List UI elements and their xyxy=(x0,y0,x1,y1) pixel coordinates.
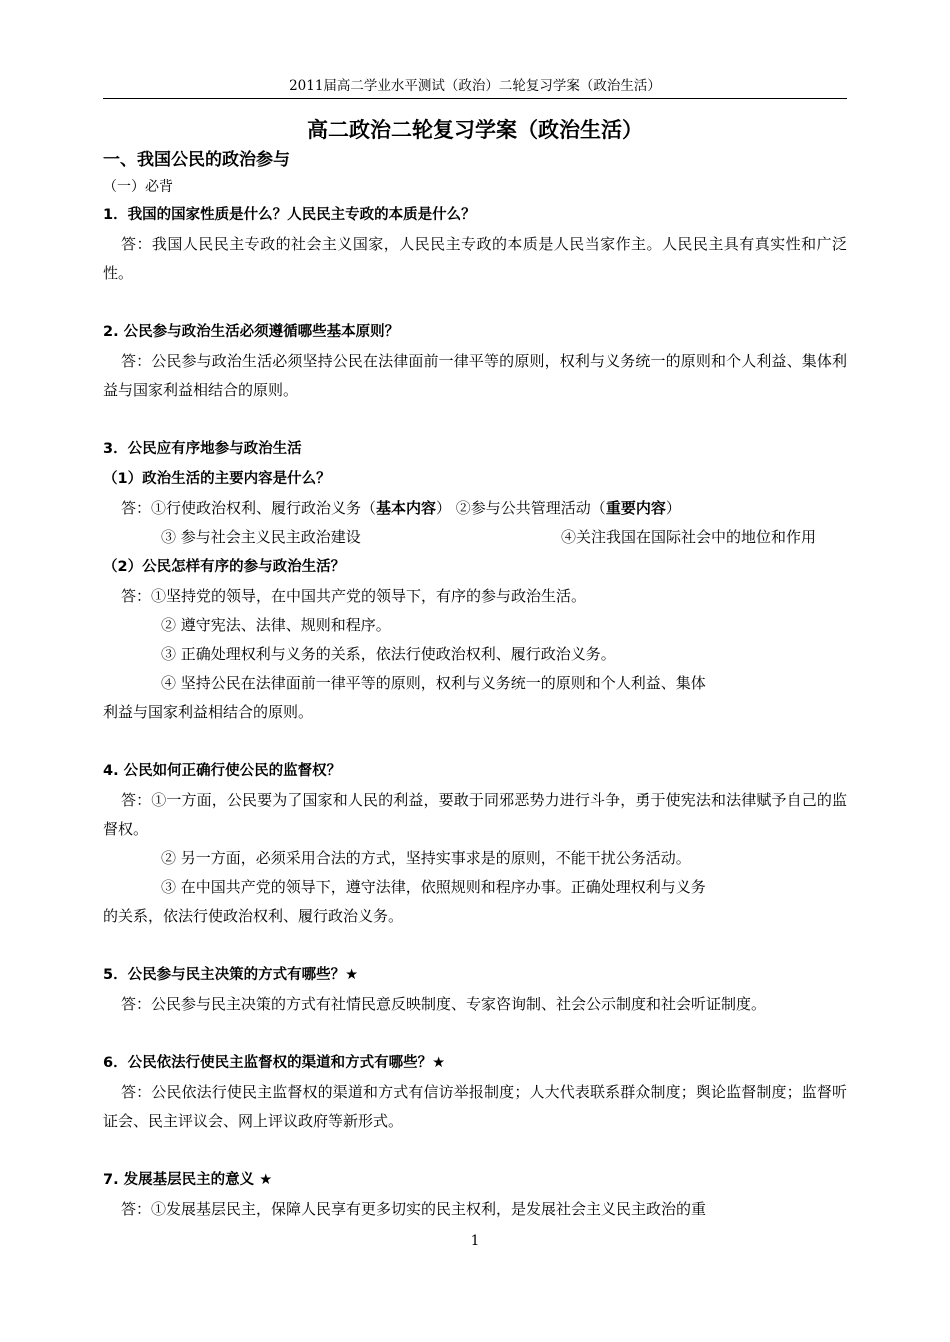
section-heading: 一、我国公民的政治参与 xyxy=(103,150,290,170)
answer-4-line: 答：①一方面，公民要为了国家和人民的利益，要敢于同邪恶势力进行斗争，勇于使宪法和法律赋予自己的监督权。 xyxy=(103,791,847,838)
question-3-sub-1: （1）政治生活的主要内容是什么？ xyxy=(103,471,331,487)
question-1: 1．我国的国家性质是什么？人民民主专政的本质是什么？ xyxy=(103,207,476,223)
question-3-sub-2: （2）公民怎样有序的参与政治生活？ xyxy=(103,559,346,575)
spacer xyxy=(103,1136,847,1165)
bold-term: 重要内容 xyxy=(605,499,666,517)
question-5: 5．公民参与民主决策的方式有哪些？★ xyxy=(103,967,359,983)
header-rule xyxy=(103,98,847,99)
answer-2: 答：公民参与政治生活必须坚持公民在法律面前一律平等的原则，权利与义务统一的原则和个人利益、集体利益与国家利益相结合的原则。 xyxy=(103,352,847,399)
answer-3-2-line: ③ 正确处理权利与义务的关系，依法行使政治权利、履行政治义务。 xyxy=(161,645,616,663)
question-6: 6．公民依法行使民主监督权的渠道和方式有哪些？★ xyxy=(103,1055,446,1071)
question-7: 7. 发展基层民主的意义 ★ xyxy=(103,1172,273,1188)
page-number: 1 xyxy=(470,1233,480,1249)
page-title: 高二政治二轮复习学案（政治生活） xyxy=(307,118,643,142)
answer-item: ③ 参与社会主义民主政治建设 xyxy=(161,528,361,546)
answer-3-1-line-1 xyxy=(103,494,847,523)
answer-text: ） ②参与公共管理活动（ xyxy=(436,499,606,517)
answer-4-line: ③ 在中国共产党的领导下，遵守法律，依照规则和程序办事。正确处理权利与义务 xyxy=(161,878,706,896)
answer-3-1-line-2 xyxy=(103,523,847,552)
answer-text: 答：①行使政治权利、履行政治义务（ xyxy=(121,499,377,517)
answer-3-2-line: 利益与国家利益相结合的原则。 xyxy=(103,703,314,721)
spacer xyxy=(103,1019,847,1048)
question-3: 3．公民应有序地参与政治生活 xyxy=(103,441,302,457)
answer-text: ） xyxy=(665,499,681,517)
spacer xyxy=(103,727,847,756)
question-2: 2. 公民参与政治生活必须遵循哪些基本原则？ xyxy=(103,324,400,340)
spacer xyxy=(103,931,847,960)
spacer xyxy=(103,288,847,317)
answer-item: ④关注我国在国际社会中的地位和作用 xyxy=(561,528,817,546)
answer-3-2-line: 答：①坚持党的领导，在中国共产党的领导下，有序的参与政治生活。 xyxy=(121,587,587,605)
answer-6: 答：公民依法行使民主监督权的渠道和方式有信访举报制度；人大代表联系群众制度；舆论监督制度；监督听证会、民主评议会、网上评议政府等新形式。 xyxy=(103,1083,847,1130)
answer-4-line: 的关系，依法行使政治权利、履行政治义务。 xyxy=(103,907,404,925)
answer-3-2-line: ④ 坚持公民在法律面前一律平等的原则，权利与义务统一的原则和个人利益、集体 xyxy=(161,674,706,692)
running-header: 2011届高二学业水平测试（政治）二轮复习学案（政治生活） xyxy=(289,78,661,94)
answer-4-line: ② 另一方面，必须采用合法的方式，坚持实事求是的原则，不能干扰公务活动。 xyxy=(161,849,691,867)
document-body xyxy=(103,114,847,1224)
bold-term: 基本内容 xyxy=(376,499,437,517)
question-4: 4. 公民如何正确行使公民的监督权？ xyxy=(103,763,342,779)
answer-1: 答：我国人民民主专政的社会主义国家，人民民主专政的本质是人民当家作主。人民民主具有真实性和广泛性。 xyxy=(103,235,847,282)
answer-3-2-line: ② 遵守宪法、法律、规则和程序。 xyxy=(161,616,391,634)
answer-5: 答：公民参与民主决策的方式有社情民意反映制度、专家咨询制、社会公示制度和社会听证制度。 xyxy=(121,995,767,1013)
subsection-label: （一）必背 xyxy=(103,179,173,195)
spacer xyxy=(103,405,847,434)
answer-7: 答：①发展基层民主，保障人民享有更多切实的民主权利，是发展社会主义民主政治的重 xyxy=(121,1200,707,1218)
